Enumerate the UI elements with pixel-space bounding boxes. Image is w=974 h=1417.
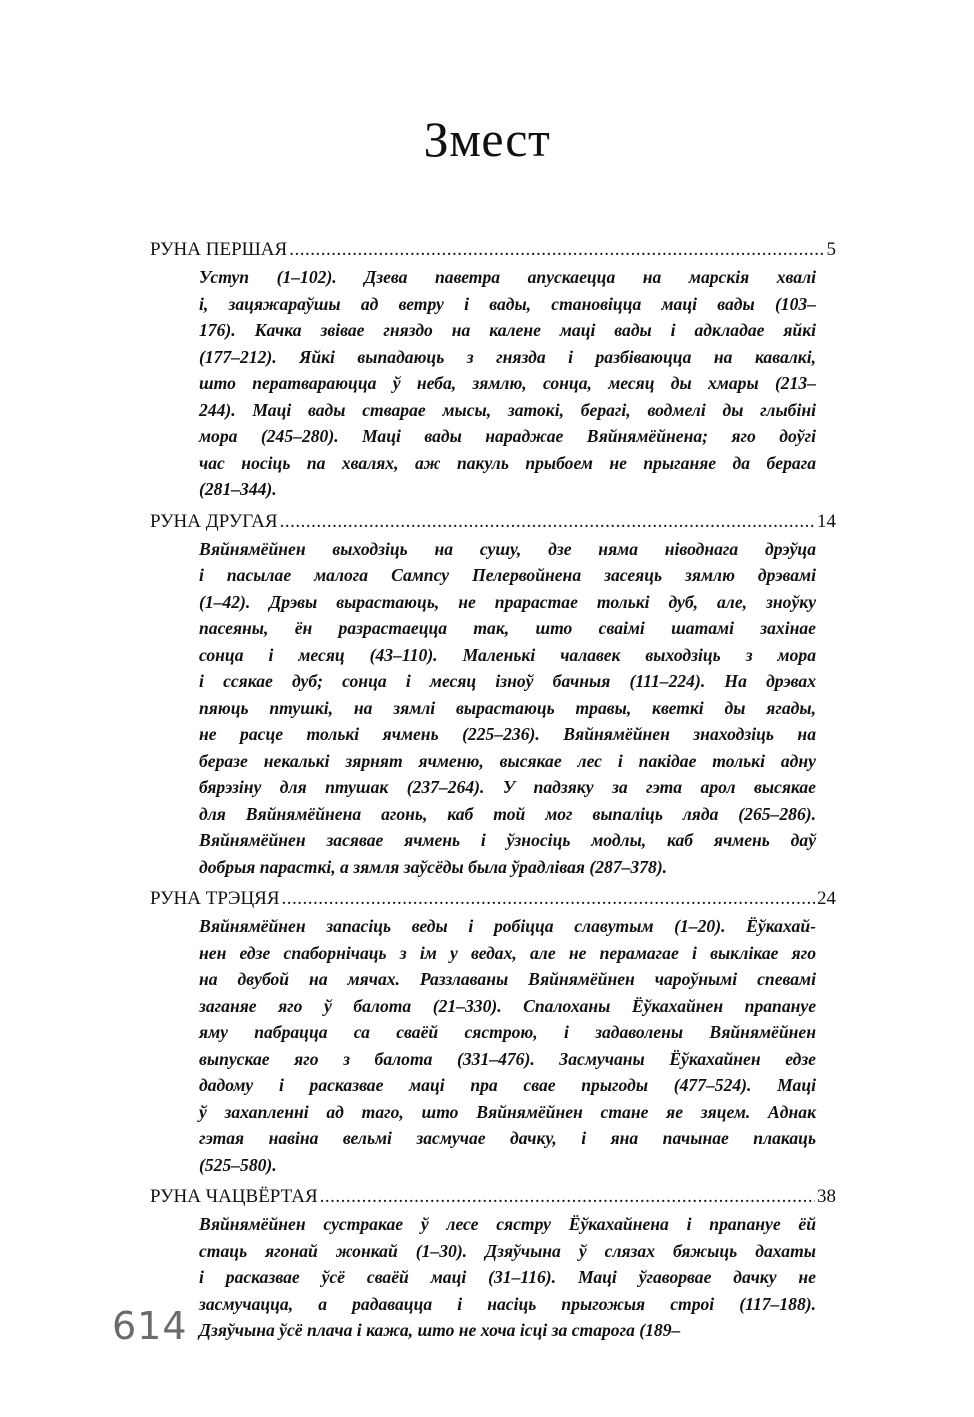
summary-line: засмучацца, а радавацца і насіць прыгожыя строі (117–188). — [199, 1293, 816, 1314]
dot-leader — [280, 508, 815, 536]
dot-leader — [282, 885, 815, 913]
toc-entry-title: РУНА ТРЭЦЯЯ — [150, 888, 280, 909]
summary-line: стаць ягонай жонкай (1–30). Дзяўчына ў слязах бяжыць дахаты — [199, 1240, 816, 1261]
toc-entry-summary — [199, 536, 816, 881]
toc-entry-page: 14 — [817, 510, 836, 532]
toc-entry-title: РУНА ДРУГАЯ — [150, 510, 278, 532]
toc-entry — [150, 1183, 836, 1344]
toc-entry-summary — [199, 264, 816, 503]
summary-line: Дзяўчына ўсё плача і кажа, што не хоча ісці за старога (189– — [199, 1320, 681, 1340]
summary-line: Вяйнямёйнен выходзіць на сушу, дзе няма ніводнага дрэўца — [199, 538, 816, 559]
summary-line: сонца і месяц (43–110). Маленькі чалавек выходзіць з мора — [199, 644, 816, 665]
summary-line: Вяйнямёйнен сустракае ў лесе сястру Ёўкахайнена і прапануе ёй — [199, 1214, 816, 1234]
toc-entry-heading[interactable] — [150, 1183, 836, 1211]
summary-line: пасеяны, ён разрастаецца так, што сваімі шатамі захінае — [199, 618, 816, 638]
summary-line: час носіць па хвалях, аж пакуль прыбоем не прыганяе да берага — [199, 452, 816, 473]
summary-line: нен едзе спаборнічаць з ім у ведах, але не перамагае і выклікае яго — [199, 942, 816, 963]
summary-line: добрыя парасткі, а зямля заўсёды была ўрадлівая (287–378). — [199, 856, 668, 877]
summary-line: (525–580). — [199, 1154, 277, 1175]
summary-line: бярэзіну для птушак (237–264). У падзяку за гэта арол высякае — [199, 777, 816, 797]
dot-leader — [289, 236, 824, 264]
toc-entry — [150, 508, 836, 881]
toc-entry-title: РУНА ЧАЦВЁРТАЯ — [150, 1186, 318, 1207]
summary-line: 244). Маці вады стварае мысы, затокі, берагі, водмелі ды глыбіні — [199, 399, 816, 420]
summary-line: ў захапленні ад таго, што Вяйнямёйнен стане яе зяцем. Аднак — [199, 1101, 816, 1122]
toc-entry — [150, 885, 836, 1178]
page-title: Змест — [423, 111, 551, 167]
summary-line: (281–344). — [199, 479, 277, 499]
toc-entry-summary — [199, 913, 816, 1178]
summary-line: для Вяйнямёйнена агонь, каб той мог выпаліць ляда (265–286). — [199, 803, 816, 824]
toc-entry-title: РУНА ПЕРШАЯ — [150, 239, 288, 260]
toc-entry-heading[interactable] — [150, 236, 836, 264]
toc-entry-page: 5 — [826, 239, 836, 260]
summary-line: і, зацяжараўшы ад ветру і вады, становіцца маці вады (103– — [199, 293, 816, 314]
summary-line: і ссякае дуб; сонца і месяц ізноў бачныя (111–224). На дрэвах — [199, 671, 816, 691]
toc-entry-heading[interactable] — [150, 885, 836, 913]
summary-line: пяюць птушкі, на зямлі вырастаюць травы, кветкі ды ягады, — [199, 697, 816, 718]
summary-line: (177–212). Яйкі выпадаюць з гнязда і разбіваюцца на кавалкі, — [199, 346, 816, 367]
toc-entry — [150, 236, 836, 503]
page-number: 614 — [112, 1304, 188, 1348]
summary-line: заганяе яго ў балота (21–330). Спалоханы Ёўкахайнен прапануе — [199, 995, 816, 1016]
toc-entry-page: 24 — [817, 888, 836, 909]
summary-line: што ператвараюцца ў неба, зямлю, сонца, месяц ды хмары (213– — [199, 373, 816, 393]
toc-entry-page: 38 — [817, 1186, 836, 1207]
summary-line: не расце толькі ячмень (225–236). Вяйнямёйнен знаходзіць на — [199, 724, 816, 744]
dot-leader — [320, 1183, 815, 1211]
summary-line: мора (245–280). Маці вады нараджае Вяйнямёйнена; яго доўгі — [199, 426, 816, 446]
summary-line: (1–42). Дрэвы вырастаюць, не прарастае толькі дуб, але, зноўку — [199, 591, 816, 612]
table-of-contents — [150, 236, 836, 1349]
summary-line: і расказвае ўсё сваёй маці (31–116). Маці ўгаворвае дачку не — [199, 1267, 816, 1287]
summary-line: беразе некалькі зярнят ячменю, высякае лес і пакідае толькі адну — [199, 750, 816, 771]
summary-line: Вяйнямёйнен засявае ячмень і ўзносіць модлы, каб ячмень даў — [199, 830, 816, 850]
summary-line: гэтая навіна вельмі засмучае дачку, і яна пачынае плакаць — [199, 1128, 816, 1148]
summary-line: і пасылае малога Сампсу Пелервойнена засеяць зямлю дрэвамі — [199, 565, 816, 585]
summary-line: Вяйнямёйнен запасіць веды і робіцца славутым (1–20). Ёўкахай- — [199, 916, 816, 936]
summary-line: на двубой на мячах. Раззлаваны Вяйнямёйнен чароўнымі спевамі — [199, 969, 816, 989]
summary-line: яму пабрацца са сваёй сястрою, і задаволены Вяйнямёйнен — [199, 1022, 816, 1042]
summary-line: Уступ (1–102). Дзева паветра апускаецца на марскія хвалі — [199, 267, 816, 287]
toc-entry-heading[interactable] — [150, 508, 836, 536]
toc-entry-summary — [199, 1211, 816, 1344]
summary-line: 176). Качка звівае гняздо на калене маці вады і адкладае яйкі — [199, 320, 816, 340]
summary-line: дадому і расказвае маці пра свае прыгоды (477–524). Маці — [199, 1075, 816, 1095]
summary-line: выпускае яго з балота (331–476). Засмучаны Ёўкахайнен едзе — [199, 1048, 816, 1069]
